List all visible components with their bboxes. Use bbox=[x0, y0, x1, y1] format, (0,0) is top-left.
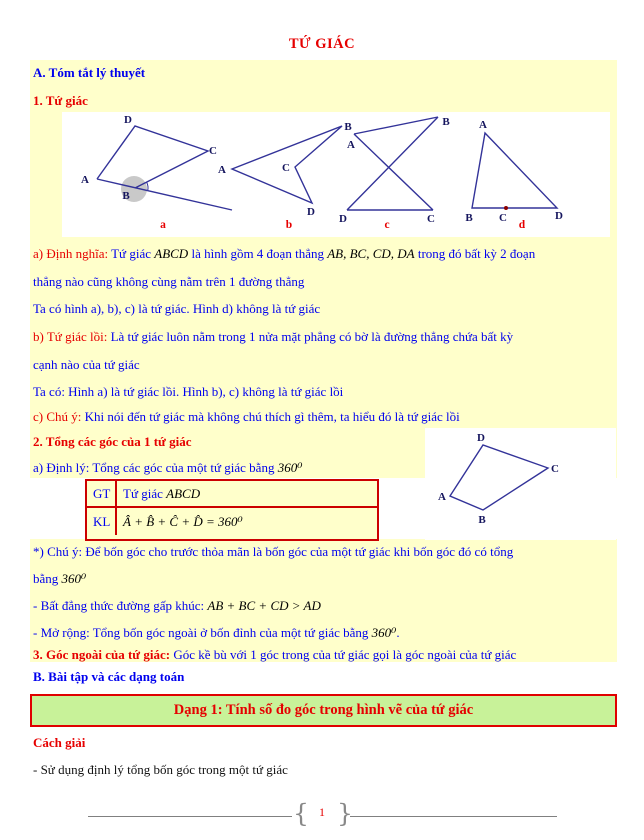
quad-c-outline bbox=[347, 117, 438, 210]
math-inequality: AB + BC + CD > AD bbox=[207, 598, 321, 613]
note-lead: c) Chú ý: bbox=[33, 409, 82, 424]
quad-a-ray bbox=[97, 179, 232, 210]
math-abcd: ABCD bbox=[166, 485, 201, 501]
vertex-label: C bbox=[499, 212, 507, 224]
note-text: Khi nói đến tứ giác mà không chú thích gì thêm, ta hiểu đó là tứ giác lồi bbox=[81, 409, 460, 424]
figure-caption: c bbox=[384, 219, 390, 231]
section-1-heading: 1. Tứ giác bbox=[33, 93, 88, 108]
note-line bbox=[33, 408, 460, 425]
gt-content-cell bbox=[117, 481, 377, 508]
math-360: 360⁰ bbox=[61, 571, 87, 586]
convex-line-2: cạnh nào của tứ giác bbox=[33, 357, 140, 372]
vertex-label: A bbox=[479, 119, 487, 131]
remark-text: bằng bbox=[33, 571, 62, 586]
convex-text: Là tứ giác luôn nằm trong 1 nửa mặt phẳng có bờ là đường thẳng chứa bất kỳ bbox=[107, 329, 514, 344]
section-3-heading bbox=[33, 646, 516, 663]
definition-text: Tứ giác bbox=[108, 246, 155, 261]
vertex-label: C bbox=[551, 463, 559, 475]
vertex-label: D bbox=[339, 213, 347, 225]
vertex-label: C bbox=[427, 213, 435, 225]
vertex-label: B bbox=[465, 212, 473, 224]
section-3-lead: 3. Góc ngoài của tứ giác: bbox=[33, 647, 171, 662]
quadrilateral-figures-abcd bbox=[62, 112, 610, 237]
problem-type-banner: Dạng 1: Tính số đo góc trong hình vẽ của tứ giác bbox=[30, 694, 617, 727]
gt-kl-table bbox=[85, 479, 379, 541]
definition-lead: a) Định nghĩa: bbox=[33, 246, 109, 261]
point-c-dot bbox=[504, 206, 508, 210]
method-heading: Cách giải bbox=[33, 735, 86, 750]
extension-text: - Mở rộng: Tổng bốn góc ngoài ở bốn đỉnh của một tứ giác bằng bbox=[33, 625, 372, 640]
footer-rule-right bbox=[350, 816, 557, 817]
quad-a-outline bbox=[97, 126, 208, 188]
extension-line bbox=[33, 624, 400, 641]
vertex-label: C bbox=[282, 162, 290, 174]
section-a-heading: A. Tóm tắt lý thuyết bbox=[33, 65, 146, 80]
theorem-line bbox=[33, 459, 302, 476]
section-3-text: Góc kề bù với 1 góc trong của tứ giác gọi là góc ngoài của tứ giác bbox=[170, 647, 517, 662]
vertex-label: D bbox=[555, 210, 563, 222]
definition-line-2: thẳng nào cũng không cùng nằm trên 1 đường thẳng bbox=[33, 274, 305, 289]
math-360: 360⁰ bbox=[371, 625, 397, 640]
page-title: TỨ GIÁC bbox=[288, 36, 356, 52]
vertex-label: D bbox=[124, 114, 132, 126]
vertex-label: D bbox=[477, 432, 485, 444]
convex-lead: b) Tứ giác lồi: bbox=[33, 329, 108, 344]
definition-text: trong đó bất kỳ 2 đoạn bbox=[414, 246, 536, 261]
figure-caption: a bbox=[160, 219, 166, 231]
inequality-line bbox=[33, 597, 321, 614]
theorem-text: a) Định lý: Tổng các góc của một tứ giác bằng bbox=[33, 460, 278, 475]
footer-brace-right: } bbox=[337, 799, 353, 828]
math-angle-sum-formula: Â + B̂ + Ĉ + D̂ = 360⁰ bbox=[123, 513, 243, 529]
vertex-label: B bbox=[442, 116, 450, 128]
definition-text: là hình gồm 4 đoạn thẳng bbox=[188, 246, 328, 261]
math-segments: AB, BC, CD, DA bbox=[327, 246, 415, 261]
definition-line-1 bbox=[33, 245, 535, 262]
extension-period: . bbox=[396, 625, 400, 640]
section-b-heading: B. Bài tập và các dạng toán bbox=[33, 669, 185, 684]
vertex-label: A bbox=[81, 174, 89, 186]
figures-panel bbox=[62, 112, 610, 237]
math-abcd: ABCD bbox=[154, 246, 189, 261]
definition-line-3: Ta có hình a), b), c) là tứ giác. Hình d) không là tứ giác bbox=[33, 301, 321, 316]
convex-line-1 bbox=[33, 328, 513, 345]
vertex-label: B bbox=[122, 190, 130, 202]
math-360: 360⁰ bbox=[277, 460, 303, 475]
vertex-label: C bbox=[209, 145, 217, 157]
vertex-label: A bbox=[347, 139, 355, 151]
footer-brace-left: { bbox=[293, 799, 309, 828]
triangle-d-outline bbox=[472, 133, 557, 208]
vertex-label: A bbox=[438, 491, 446, 503]
sum-figure-panel bbox=[425, 428, 616, 540]
footer-rule-left bbox=[88, 816, 292, 817]
inequality-text: - Bất đẳng thức đường gấp khúc: bbox=[33, 598, 208, 613]
quadrilateral-sum-figure bbox=[425, 428, 616, 540]
vertex-label: A bbox=[218, 164, 226, 176]
kl-content-cell bbox=[117, 508, 377, 535]
figure-caption: b bbox=[285, 219, 293, 231]
convex-line-3: Ta có: Hình a) là tứ giác lồi. Hình b), c) không là tứ giác lồi bbox=[33, 384, 344, 399]
gt-text: Tứ giác bbox=[123, 485, 163, 501]
figure-caption: d bbox=[518, 219, 526, 231]
vertex-label: D bbox=[307, 206, 315, 218]
section-2-heading: 2. Tổng các góc của 1 tứ giác bbox=[33, 434, 192, 449]
gt-label-cell: GT bbox=[87, 481, 117, 508]
remark-line-1: *) Chú ý: Để bốn góc cho trước thỏa mãn là bốn góc của một tứ giác khi bốn góc đó có tổng bbox=[33, 544, 514, 559]
quad-sum-outline bbox=[450, 445, 548, 510]
vertex-label: B bbox=[478, 514, 486, 526]
kl-label-cell: KL bbox=[87, 508, 117, 535]
page-number: 1 bbox=[319, 805, 325, 819]
vertex-label: B bbox=[344, 121, 352, 133]
method-line: - Sử dụng định lý tổng bốn góc trong một tứ giác bbox=[33, 762, 288, 777]
remark-line-2 bbox=[33, 570, 86, 587]
